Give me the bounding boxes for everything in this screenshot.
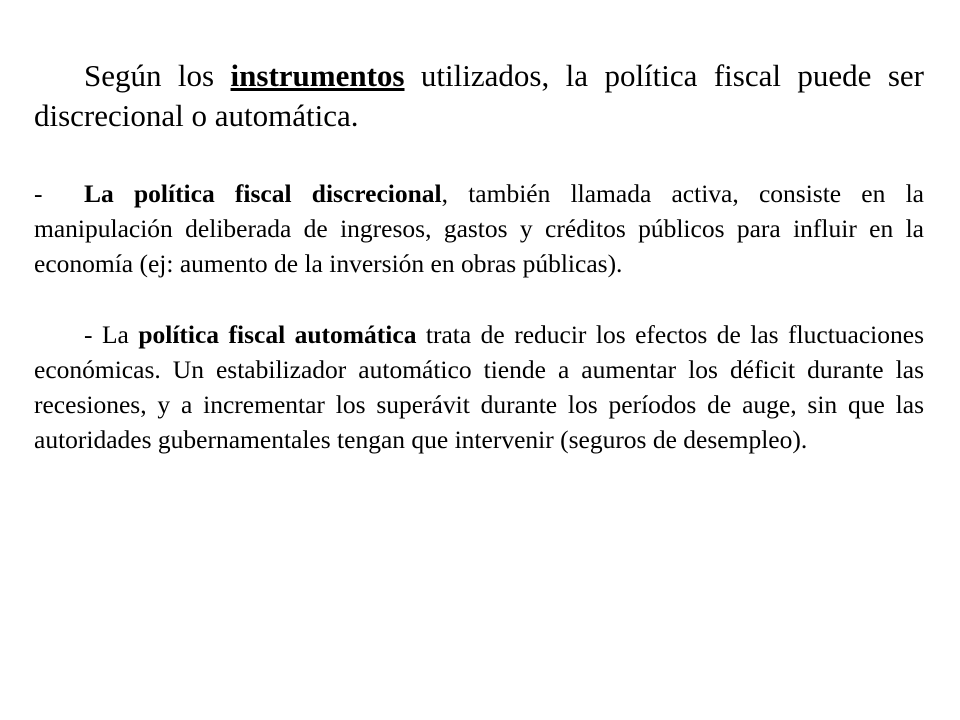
- discretionary-policy-text: , también llamada activa, consiste en la manipulación deliberada de ingresos, gastos y créditos públicos para influir en la economía (ej: aumento de la inversión en obras públicas).: [34, 179, 924, 278]
- discretionary-policy-paragraph: [34, 176, 924, 281]
- automatic-policy-text: trata de reducir los efectos de las fluctuaciones económicas. Un estabilizador automático tiende a aumentar los déficit durante las recesiones, y a incrementar los superávit durante los períodos de auge, sin que las autoridades gubernamentales tengan que intervenir (seguros de desempleo).: [34, 320, 924, 454]
- discretionary-policy-term: La política fiscal discrecional: [84, 179, 442, 208]
- slide-content: [34, 56, 924, 457]
- instrumentos-emphasis: instrumentos: [230, 58, 405, 93]
- intro-text-before: Según los: [84, 58, 231, 93]
- automatic-policy-term: política fiscal automática: [138, 320, 417, 349]
- bullet-dash: -: [34, 179, 43, 208]
- intro-text-after: utilizados, la política fiscal puede ser discrecional o automática.: [34, 58, 924, 133]
- automatic-policy-prefix: - La: [84, 320, 139, 349]
- automatic-policy-paragraph: [34, 317, 924, 457]
- intro-paragraph: [34, 56, 924, 136]
